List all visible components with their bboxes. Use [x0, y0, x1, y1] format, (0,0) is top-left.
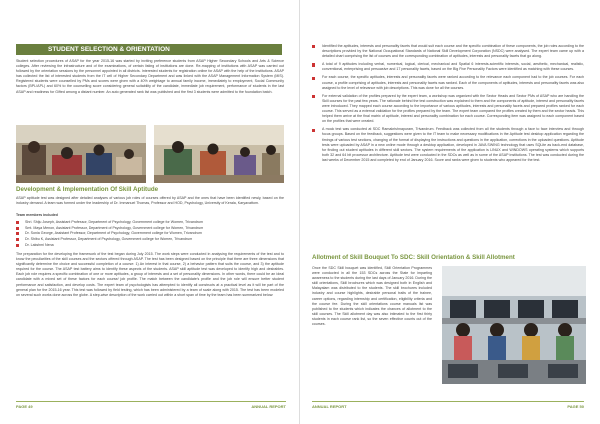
- right-footer: [312, 401, 584, 410]
- computer-lab-photo-image: [442, 266, 586, 384]
- allotment-paragraph: Once the SDC Skill bouquet was identified, Skill Orientation Programmes were conducted in all the 153 SDCs across the State for imparting awareness to the students during the last days of January 2016. During the skill orientations, Skill brochures which was designed both in English and Malayalam was distributed to the students. The skill brochures included industry and course highlights, desirable personal traits of the trainee, career options, regarding internship and certification, eligibility criteria and the course fee. During the skill orientations course manuals list was published to the students which indicates the chances of allotment to the skill courses. The Skill allotment day was also intimated to the first thirty students in each course rank list, so the seven effective counts out of the courses.: [312, 266, 432, 327]
- right-footer-title: ANNUAL REPORT: [312, 404, 347, 409]
- process-step: Identified the aptitudes, interests and personality facets that would suit each course and the specific combination of these components, the job roles according to the descriptions provided by the National Occupational Standards of National Skill Development Corporation (NSDC) were analysed. The expert team came up with a detailed chart comprising the list of courses and the corresponding combination of aptitudes, interests and personality facets that go along.: [312, 44, 584, 59]
- classroom-photo-2: [154, 125, 284, 183]
- left-page-number: PAGE 49: [16, 404, 33, 409]
- process-steps-list: [312, 44, 584, 166]
- team-list: [16, 220, 284, 248]
- classroom-photo-1-image: [16, 125, 146, 183]
- intro-paragraph: Student selection procedures of ASAP for the year 2015-16 was started by inviting preference students from ASAP Higher Secondary Schools and Arts & Science colleges. After reviewing the infrastructure and of the examinations, of certain listing of institutions are done. Re-mapping of institutions with ASAP was carried out followed by the orientation sessions by the personnel appointed in all districts. Interested students for registration online for ASAP with the help of the institutions. ASAP has collected the list of interested students from the IT cell of Higher Secondary Department and was linked with the ASAP Management Information System (MIS). Registered students were counselled by PMs and scores were given with a 40% weightage to annual family income, immediately to employment, Social Community factors (BPL/APL) and 60% to the counselling score considering general suitability of the candidate, immediate job requirement, performance of students in the last ASAP and readiness for Gifted among a distant number. An auto generated rank list was published and the first 3 students were admitted to the foundation batch.: [16, 59, 284, 94]
- development-paragraph: ASAP aptitude test was designed after detailed analyses of various job roles of courses offered by ASAP and the ones that have been identified newly, based on the industry demand. A team was formed under the leadership of Dr. Immanuel Thomas, Professor and HOD, Psychology, University of Kerala, Karyavattom.: [16, 196, 284, 206]
- team-label: Team members included: [16, 213, 58, 217]
- left-footer: [16, 401, 286, 410]
- team-member: Dr. Lakshmi Nena: [16, 243, 284, 248]
- right-page: [300, 0, 600, 424]
- classroom-photo-1: [16, 125, 146, 183]
- section-title-bar: [16, 44, 282, 55]
- team-member: Dr. Shibu K, Assistant Professor, Department of Psychology, Government college for Women, Trivandrum: [16, 237, 284, 242]
- team-member: Dr. Sonia George, Assistant Professor, Department of Psychology, Government college for Women, Trivandrum: [16, 231, 284, 236]
- team-member: Shri. Shiju Joseph, Assistant Professor, Department of Psychology, Government college for Women, Trivandrum: [16, 220, 284, 225]
- preparation-paragraph: The preparation for the developing the framework of the test began during July 2015. The work steps were conducted in analysing the requirements of the test and to know the peculiarities of the skill courses and the sectors offered through ASAP. The test has been designed based on the principle that there are three dimensions that significantly determine the choice and successful completion of a course: 1) An interest in that course, 2) a behavior pattern that suits the course, and 3) the aptitude required for the course. The ASAP test battery aims to identify these aspects of the students. ASAP skill aptitude test was developed to identify high and desirables. Each job role requires a specific combination of one or more aptitudes, a group of interests and a set of personality dimensions. In other words, there could be an ideal candidate with a mixed set of these factors for each course/ job profile. The match between the candidate's profile and the job role will ensure better student performance and satisfaction, and develop costs. The expert team of psychologists has attempted to identify all constructs at a practical level as it will be part of the general plan for the 2015-16 year. This test was followed by field testing, which has been administered by a team of scale along with 2015. The test has been modeled on several such works done across the globe. A step-wise description of the work carried out within a short span of time by the team has been summarized below:: [16, 252, 284, 297]
- team-member: Smt. Maya Menon, Assistant Professor, Department of Psychology, Government college for Women, Trivandrum: [16, 226, 284, 231]
- classroom-photo-2-image: [154, 125, 284, 183]
- computer-lab-photo: [442, 266, 586, 384]
- process-step: For each course, the specific aptitudes, interests and personality facets were ranked according to the relevance each component had to the job courses. For each course, a profile comprising of aptitudes, interests and personality facets was ranked. Each of the components of aptitudes, interests and personality facets was also assigned to the level of relevance with job descriptions. This was done for all the courses.: [312, 75, 584, 90]
- process-step: A total of 9 aptitudes including verbal, numerical, logical, clerical, mechanical and Spatial 6 interests-scientific interests, social, aesthetic, mechanical, realistic, conventional, enterprising and persuasive and 17 personality facets, based on the Big Five Personality Factors were identified as matching with these courses.: [312, 62, 584, 72]
- process-step: For external validation of the profiles prepared by the expert team, a workshop was organized with the Sector Heads and Sector PMs of ASAP who are handling the Skill courses for the past few years. The rationale behind the test construction was explained to them and the components of aptitude, interest and personality facets were introduced. They mapped each course according to the importance of various aptitudes, interests and personality facets and prepared profiles ranked for each course. This served as a external validation for the profiles prepared by the team. The expert team compared the profiles created by them and the sector heads. This helped them arrive at the final matrix of aptitude, interest and personality combination for each course. Corresponding item was assigned to each component based on the profiles that were created.: [312, 94, 584, 125]
- left-footer-title: ANNUAL REPORT: [251, 404, 286, 409]
- subheading-allotment: Allotment of Skill Bouquet To SDC: Skill Orientation & Skill Allotment: [312, 254, 515, 261]
- process-step: A mock test was conducted at SDC Ramakrishnapuram, Trivandrum. Feedback was collected from all the students through a face to face interview and through focus groups. Based on the feedback, suggestions were given to the IT team to make necessary modifications in the Aptitude test desktop application regarding the timings of various test sections, changing of the format of displaying the instructions and questions in the application, corrections in the uploaded questions. Aptitude tests were uploaded by ASAP in a new online mode through a desktop application, developed in JAVA SWING technology that uses SQLite as back-end database, for finding out student aptitudes in different skill sectors. The system requirements of the application is LINUX and WINDOWS operating systems which supports both 32 and 64 bit processor architecture. Aptitude test were conducted in the SDCs as well as in some of the ASAP institutions. The test was conducted during the last weeks of December 2015 and completed by end of January 2016. Score and ranks were given to students who appeared for the test.: [312, 127, 584, 163]
- subheading-development: Development & Implementation Of Skill Aptitude: [16, 186, 159, 193]
- section-title: STUDENT SELECTION & ORIENTATION: [48, 46, 170, 53]
- right-page-number: PAGE 50: [567, 404, 584, 409]
